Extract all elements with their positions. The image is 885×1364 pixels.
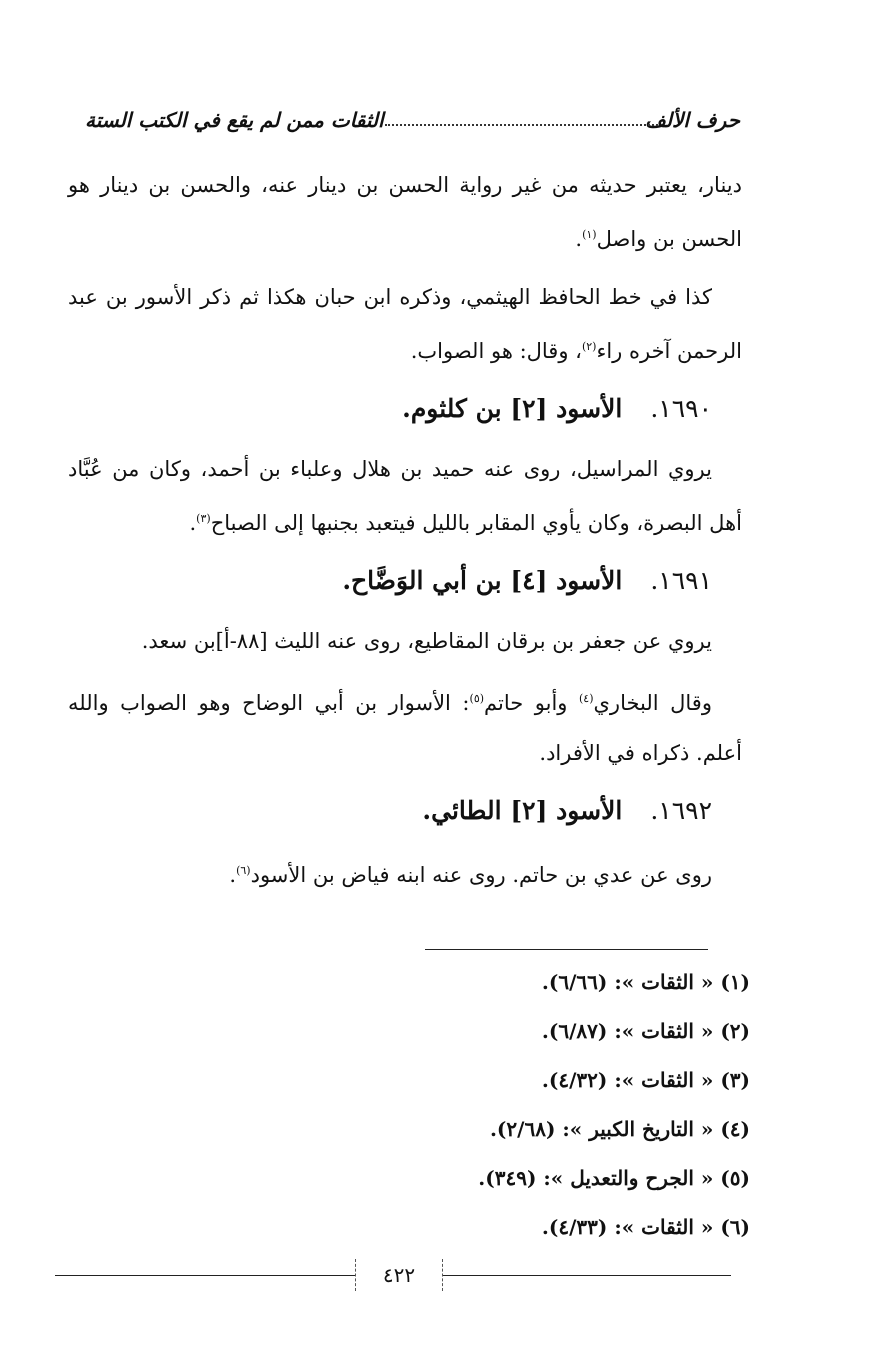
footnote-item: (٣) « الثقات »: (٤/٣٢). (541, 1068, 750, 1092)
running-header (85, 108, 740, 138)
footnote-ref: (١) (582, 228, 597, 241)
entry-number: ١٦٩٢. (650, 796, 712, 825)
footnote-ref: (٦) (236, 864, 251, 877)
footnote-separator (425, 949, 708, 950)
footnote-ref: (٥) (469, 692, 485, 705)
chapter-heading: حرف الألف (645, 108, 740, 132)
paragraph: كذا في خط الحافظ الهيثمي، وذكره ابن حبان هكذا ثم ذكر الأسور بن عبد الرحمن آخره راء$^{(٢)}$، وقال: هو الصواب. (68, 285, 742, 363)
entry-heading (68, 786, 742, 836)
book-title: الثقات ممن لم يقع في الكتب الستة (85, 108, 384, 132)
entry-text: روى عن عدي بن حاتم. روى عنه ابنه فياض بن الأسود$^{(٦)}$. (229, 863, 712, 887)
entry-heading (68, 384, 742, 434)
page-number: ٤٢٢ (355, 1259, 443, 1291)
footnote-ref: (٢) (581, 340, 597, 353)
footnote-ref: (٤) (578, 692, 594, 705)
footnote-item: (٤) « التاريخ الكبير »: (٢/٦٨). (489, 1117, 750, 1141)
entry-text: يروي المراسيل، روى عنه حميد بن هلال وعلباء بن أحمد، وكان من عُبَّاد أهل البصرة، وكان يأوي المقابر بالليل فيتعبد بجنبها إلى الصباح$^{(٣)}$. (68, 457, 742, 535)
entry-name: الأسود [٢] الطائي. (422, 796, 623, 825)
footnote-item: (٥) « الجرح والتعديل »: (٣٤٩). (478, 1166, 750, 1190)
footer-rule-left (55, 1275, 355, 1276)
footnote-item: (٦) « الثقات »: (٤/٣٣). (541, 1215, 750, 1239)
footnote-ref: (٣) (196, 512, 211, 525)
entry-heading (68, 556, 742, 606)
main-text (68, 160, 742, 908)
entry-number: ١٦٩١. (650, 566, 712, 595)
entry-text: يروي عن جعفر بن برقان المقاطيع، روى عنه الليث [٨٨-أ]بن سعد. (141, 629, 712, 653)
footnote-item: (١) « الثقات »: (٦/٦٦). (541, 970, 750, 994)
entry-number: ١٦٩٠. (650, 394, 712, 423)
entry-text: وقال البخاري$^{(٤)}$ وأبو حاتم$^{(٥)}$: الأسوار بن أبي الوضاح وهو الصواب والله أعلم. ذكراه في الأفراد. (68, 691, 742, 765)
footnotes (478, 962, 750, 1256)
footer-rule-right (441, 1275, 731, 1276)
footnote-item: (٢) « الثقات »: (٦/٨٧). (541, 1019, 750, 1043)
entry-name: الأسود [٢] بن كلثوم. (402, 394, 623, 423)
header-dot-leader (385, 124, 658, 126)
paragraph: دينار، يعتبر حديثه من غير رواية الحسن بن دينار عنه، والحسن بن دينار هو الحسن بن واصل$^{(١)}$. (68, 173, 742, 251)
entry-name: الأسود [٤] بن أبي الوَضَّاح. (342, 566, 623, 595)
